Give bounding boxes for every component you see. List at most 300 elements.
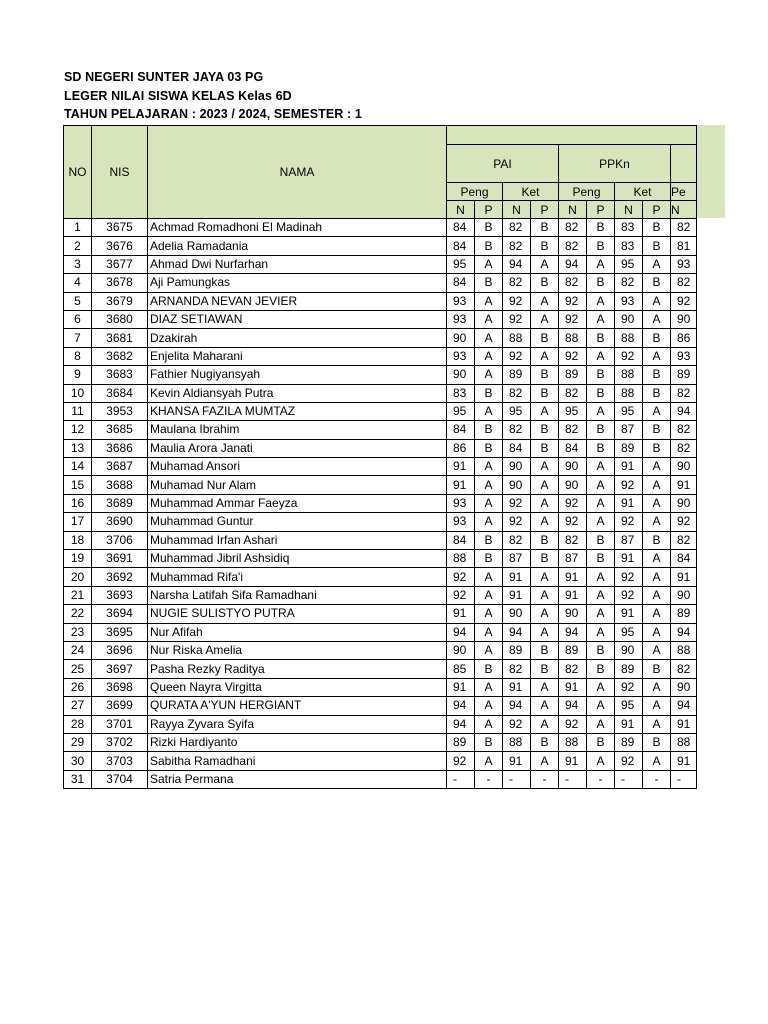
- header-overflow-fill: [697, 125, 725, 218]
- np-header-n: N: [503, 201, 531, 219]
- row-nis: 3692: [92, 568, 148, 586]
- np-header-p: P: [643, 201, 671, 219]
- table-row: [64, 402, 697, 420]
- pai-ket-p: A: [531, 623, 559, 641]
- ppkn-peng-n: 94: [559, 255, 587, 273]
- ppkn-peng-p: B: [587, 550, 615, 568]
- table-row: [64, 697, 697, 715]
- partial-n: 93: [671, 255, 697, 273]
- ppkn-peng-p: A: [587, 347, 615, 365]
- row-name: ARNANDA NEVAN JEVIER: [148, 292, 447, 310]
- row-name: Queen Nayra Virgitta: [148, 678, 447, 696]
- table-row: [64, 384, 697, 402]
- row-nis: 3685: [92, 421, 148, 439]
- ppkn-peng-p: B: [587, 219, 615, 237]
- row-no: 26: [64, 678, 92, 696]
- partial-n: 82: [671, 660, 697, 678]
- row-name: KHANSA FAZILA MUMTAZ: [148, 402, 447, 420]
- pai-peng-n: 94: [447, 623, 475, 641]
- pai-peng-p: A: [475, 715, 503, 733]
- partial-n: 88: [671, 733, 697, 751]
- pai-ket-n: 92: [503, 347, 531, 365]
- pai-peng-n: 95: [447, 402, 475, 420]
- ppkn-peng-p: -: [587, 770, 615, 788]
- table-row: [64, 439, 697, 457]
- partial-n: 90: [671, 310, 697, 328]
- ppkn-peng-n: 91: [559, 752, 587, 770]
- table-row: [64, 310, 697, 328]
- ppkn-peng-n: 82: [559, 531, 587, 549]
- np-header-n: N: [671, 201, 697, 219]
- table-row: [64, 586, 697, 604]
- ppkn-peng-p: B: [587, 384, 615, 402]
- ppkn-peng-n: 82: [559, 660, 587, 678]
- subject-group-header: [447, 126, 697, 145]
- row-name: NUGIE SULISTYO PUTRA: [148, 605, 447, 623]
- row-nis: 3686: [92, 439, 148, 457]
- pai-ket-n: 92: [503, 513, 531, 531]
- ppkn-ket-p: A: [643, 292, 671, 310]
- table-row: [64, 623, 697, 641]
- pai-peng-n: 90: [447, 329, 475, 347]
- ppkn-ket-n: 83: [615, 237, 643, 255]
- row-name: Muhammad Jibril Ashsidiq: [148, 550, 447, 568]
- ppkn-peng-p: A: [587, 605, 615, 623]
- ppkn-ket-p: A: [643, 605, 671, 623]
- pai-ket-n: 82: [503, 219, 531, 237]
- ppkn-ket-n: 92: [615, 476, 643, 494]
- pai-ket-n: 82: [503, 421, 531, 439]
- row-name: Fathier Nugiyansyah: [148, 366, 447, 384]
- ppkn-ket-p: A: [643, 623, 671, 641]
- ppkn-peng-n: 90: [559, 605, 587, 623]
- ppkn-peng-p: B: [587, 439, 615, 457]
- ppkn-ket-n: 87: [615, 531, 643, 549]
- ppkn-peng-p: A: [587, 255, 615, 273]
- type-header-peng: Peng: [447, 183, 503, 201]
- table-row: [64, 421, 697, 439]
- table-row: [64, 531, 697, 549]
- ppkn-ket-p: A: [643, 568, 671, 586]
- partial-n: 91: [671, 568, 697, 586]
- pai-ket-n: 92: [503, 292, 531, 310]
- pai-ket-p: B: [531, 550, 559, 568]
- row-nis: 3683: [92, 366, 148, 384]
- partial-n: 91: [671, 476, 697, 494]
- pai-peng-p: A: [475, 494, 503, 512]
- pai-peng-n: 95: [447, 255, 475, 273]
- partial-n: 82: [671, 274, 697, 292]
- ppkn-ket-p: B: [643, 733, 671, 751]
- partial-n: 88: [671, 641, 697, 659]
- pai-ket-p: B: [531, 531, 559, 549]
- np-header-n: N: [559, 201, 587, 219]
- row-name: Kevin Aldiansyah Putra: [148, 384, 447, 402]
- pai-peng-n: 90: [447, 641, 475, 659]
- pai-ket-p: B: [531, 237, 559, 255]
- ppkn-ket-n: 82: [615, 274, 643, 292]
- ppkn-peng-n: 92: [559, 310, 587, 328]
- ppkn-ket-n: 93: [615, 292, 643, 310]
- ppkn-peng-n: 82: [559, 384, 587, 402]
- row-name: Sabitha Ramadhani: [148, 752, 447, 770]
- row-no: 29: [64, 733, 92, 751]
- pai-peng-p: B: [475, 439, 503, 457]
- pai-ket-p: A: [531, 605, 559, 623]
- pai-ket-n: 82: [503, 660, 531, 678]
- ppkn-ket-n: 95: [615, 697, 643, 715]
- pai-peng-p: B: [475, 550, 503, 568]
- partial-n: 81: [671, 237, 697, 255]
- pai-peng-p: A: [475, 586, 503, 604]
- row-nis: 3694: [92, 605, 148, 623]
- row-nis: 3689: [92, 494, 148, 512]
- ppkn-peng-n: 84: [559, 439, 587, 457]
- ppkn-peng-n: 95: [559, 402, 587, 420]
- ppkn-ket-n: 92: [615, 513, 643, 531]
- pai-peng-n: 93: [447, 292, 475, 310]
- row-no: 16: [64, 494, 92, 512]
- ppkn-ket-p: B: [643, 531, 671, 549]
- ppkn-peng-n: 91: [559, 568, 587, 586]
- ppkn-peng-p: B: [587, 641, 615, 659]
- pai-ket-p: B: [531, 660, 559, 678]
- pai-ket-p: A: [531, 476, 559, 494]
- pai-ket-p: A: [531, 292, 559, 310]
- pai-ket-p: B: [531, 384, 559, 402]
- pai-ket-n: 92: [503, 494, 531, 512]
- row-name: Muhammad Guntur: [148, 513, 447, 531]
- ppkn-peng-p: A: [587, 678, 615, 696]
- row-no: 25: [64, 660, 92, 678]
- pai-peng-n: 94: [447, 697, 475, 715]
- row-nis: 3688: [92, 476, 148, 494]
- pai-peng-n: 91: [447, 458, 475, 476]
- row-name: Enjelita Maharani: [148, 347, 447, 365]
- row-nis: 3706: [92, 531, 148, 549]
- row-nis: 3693: [92, 586, 148, 604]
- row-nis: 3953: [92, 402, 148, 420]
- table-row: [64, 494, 697, 512]
- table-row: [64, 329, 697, 347]
- pai-ket-p: B: [531, 329, 559, 347]
- type-header-ket: Ket: [615, 183, 671, 201]
- ppkn-ket-p: B: [643, 219, 671, 237]
- pai-peng-p: A: [475, 568, 503, 586]
- pai-peng-n: 92: [447, 586, 475, 604]
- pai-ket-p: A: [531, 752, 559, 770]
- table-row: [64, 550, 697, 568]
- pai-ket-n: 82: [503, 274, 531, 292]
- pai-ket-n: -: [503, 770, 531, 788]
- partial-n: 94: [671, 623, 697, 641]
- partial-n: 92: [671, 513, 697, 531]
- row-nis: 3687: [92, 458, 148, 476]
- pai-peng-p: A: [475, 329, 503, 347]
- ppkn-ket-n: 87: [615, 421, 643, 439]
- row-no: 7: [64, 329, 92, 347]
- pai-peng-p: A: [475, 678, 503, 696]
- row-no: 1: [64, 219, 92, 237]
- partial-n: 82: [671, 439, 697, 457]
- row-no: 31: [64, 770, 92, 788]
- row-nis: 3684: [92, 384, 148, 402]
- row-nis: 3675: [92, 219, 148, 237]
- row-nis: 3698: [92, 678, 148, 696]
- ppkn-ket-n: 91: [615, 494, 643, 512]
- ppkn-ket-p: A: [643, 586, 671, 604]
- pai-peng-n: 84: [447, 219, 475, 237]
- pai-ket-p: A: [531, 255, 559, 273]
- pai-peng-p: B: [475, 274, 503, 292]
- ppkn-ket-p: A: [643, 494, 671, 512]
- pai-ket-p: B: [531, 274, 559, 292]
- row-no: 17: [64, 513, 92, 531]
- row-no: 8: [64, 347, 92, 365]
- row-nis: 3676: [92, 237, 148, 255]
- ppkn-peng-p: A: [587, 623, 615, 641]
- ppkn-peng-p: A: [587, 513, 615, 531]
- pai-peng-p: A: [475, 310, 503, 328]
- ppkn-ket-n: 91: [615, 605, 643, 623]
- pai-peng-p: A: [475, 476, 503, 494]
- np-header-p: P: [531, 201, 559, 219]
- row-name: Maulana Ibrahim: [148, 421, 447, 439]
- row-no: 19: [64, 550, 92, 568]
- ppkn-ket-n: 89: [615, 439, 643, 457]
- ppkn-ket-n: 92: [615, 586, 643, 604]
- ppkn-ket-n: 92: [615, 568, 643, 586]
- pai-ket-n: 92: [503, 310, 531, 328]
- ppkn-ket-p: A: [643, 752, 671, 770]
- row-nis: 3679: [92, 292, 148, 310]
- ppkn-ket-p: A: [643, 476, 671, 494]
- table-row: [64, 255, 697, 273]
- ppkn-ket-p: -: [643, 770, 671, 788]
- ppkn-peng-n: 92: [559, 513, 587, 531]
- ppkn-peng-n: 92: [559, 347, 587, 365]
- subject-header-pai: PAI: [447, 145, 559, 183]
- document-header: [64, 68, 362, 124]
- ppkn-ket-p: B: [643, 421, 671, 439]
- ppkn-peng-n: 90: [559, 476, 587, 494]
- pai-peng-n: 84: [447, 421, 475, 439]
- table-row: [64, 568, 697, 586]
- ppkn-ket-n: 83: [615, 219, 643, 237]
- row-no: 20: [64, 568, 92, 586]
- row-name: Muhammad Irfan Ashari: [148, 531, 447, 549]
- row-no: 11: [64, 402, 92, 420]
- pai-ket-n: 82: [503, 384, 531, 402]
- subject-header-partial: [671, 145, 697, 183]
- ppkn-peng-n: 82: [559, 219, 587, 237]
- partial-n: 84: [671, 550, 697, 568]
- pai-peng-n: 86: [447, 439, 475, 457]
- row-name: Pasha Rezky Raditya: [148, 660, 447, 678]
- pai-peng-p: A: [475, 623, 503, 641]
- ppkn-peng-n: 88: [559, 329, 587, 347]
- row-nis: 3680: [92, 310, 148, 328]
- row-name: Adelia Ramadania: [148, 237, 447, 255]
- pai-ket-p: A: [531, 402, 559, 420]
- pai-peng-n: 84: [447, 274, 475, 292]
- pai-ket-p: A: [531, 715, 559, 733]
- row-no: 30: [64, 752, 92, 770]
- pai-ket-n: 92: [503, 715, 531, 733]
- table-row: [64, 219, 697, 237]
- partial-n: -: [671, 770, 697, 788]
- pai-peng-n: 93: [447, 310, 475, 328]
- ppkn-peng-n: 88: [559, 733, 587, 751]
- pai-ket-p: B: [531, 641, 559, 659]
- ppkn-ket-n: 90: [615, 641, 643, 659]
- row-nis: 3703: [92, 752, 148, 770]
- pai-peng-p: A: [475, 255, 503, 273]
- pai-peng-p: A: [475, 752, 503, 770]
- row-no: 27: [64, 697, 92, 715]
- pai-peng-p: A: [475, 347, 503, 365]
- academic-year: TAHUN PELAJARAN : 2023 / 2024, SEMESTER : 1: [64, 107, 362, 121]
- ppkn-peng-p: B: [587, 733, 615, 751]
- pai-peng-p: B: [475, 219, 503, 237]
- ppkn-ket-p: B: [643, 329, 671, 347]
- row-name: Achmad Romadhoni El Madinah: [148, 219, 447, 237]
- pai-peng-p: B: [475, 733, 503, 751]
- row-no: 13: [64, 439, 92, 457]
- row-name: Nur Riska Amelia: [148, 641, 447, 659]
- pai-ket-p: A: [531, 568, 559, 586]
- ppkn-peng-p: A: [587, 292, 615, 310]
- table-row: [64, 513, 697, 531]
- pai-peng-n: 92: [447, 752, 475, 770]
- partial-n: 90: [671, 586, 697, 604]
- pai-peng-n: 91: [447, 678, 475, 696]
- row-nis: 3678: [92, 274, 148, 292]
- row-name: Aji Pamungkas: [148, 274, 447, 292]
- pai-peng-p: B: [475, 384, 503, 402]
- row-name: Rayya Zyvara Syifa: [148, 715, 447, 733]
- pai-ket-p: A: [531, 494, 559, 512]
- ppkn-peng-n: 92: [559, 715, 587, 733]
- row-no: 3: [64, 255, 92, 273]
- partial-n: 89: [671, 605, 697, 623]
- table-row: [64, 641, 697, 659]
- pai-ket-n: 94: [503, 697, 531, 715]
- row-name: Muhamad Nur Alam: [148, 476, 447, 494]
- ppkn-peng-n: 91: [559, 678, 587, 696]
- ppkn-ket-p: A: [643, 513, 671, 531]
- pai-ket-n: 95: [503, 402, 531, 420]
- ppkn-ket-p: A: [643, 458, 671, 476]
- row-nis: 3697: [92, 660, 148, 678]
- partial-n: 90: [671, 678, 697, 696]
- pai-ket-n: 89: [503, 641, 531, 659]
- pai-peng-p: -: [475, 770, 503, 788]
- row-no: 24: [64, 641, 92, 659]
- row-name: Satria Permana: [148, 770, 447, 788]
- header-row-top: [64, 126, 697, 145]
- ppkn-ket-n: 91: [615, 458, 643, 476]
- pai-peng-n: 88: [447, 550, 475, 568]
- partial-n: 94: [671, 402, 697, 420]
- ppkn-peng-n: 92: [559, 494, 587, 512]
- ppkn-peng-p: A: [587, 494, 615, 512]
- pai-peng-n: 91: [447, 476, 475, 494]
- ppkn-ket-n: 92: [615, 752, 643, 770]
- ppkn-peng-n: 94: [559, 697, 587, 715]
- partial-n: 82: [671, 421, 697, 439]
- ppkn-ket-n: 89: [615, 733, 643, 751]
- pai-ket-p: B: [531, 366, 559, 384]
- partial-n: 86: [671, 329, 697, 347]
- table-row: [64, 605, 697, 623]
- pai-peng-n: 91: [447, 605, 475, 623]
- pai-ket-n: 90: [503, 605, 531, 623]
- row-nis: 3699: [92, 697, 148, 715]
- pai-peng-p: A: [475, 366, 503, 384]
- ppkn-peng-n: 91: [559, 586, 587, 604]
- row-no: 22: [64, 605, 92, 623]
- ppkn-peng-p: B: [587, 329, 615, 347]
- ppkn-ket-p: A: [643, 255, 671, 273]
- ppkn-ket-n: 91: [615, 550, 643, 568]
- ppkn-ket-p: B: [643, 366, 671, 384]
- type-header-peng: Peng: [559, 183, 615, 201]
- ppkn-peng-p: A: [587, 476, 615, 494]
- row-name: QURATA A'YUN HERGIANT: [148, 697, 447, 715]
- table-row: [64, 347, 697, 365]
- partial-n: 82: [671, 531, 697, 549]
- pai-peng-p: A: [475, 605, 503, 623]
- ppkn-ket-p: A: [643, 697, 671, 715]
- partial-n: 90: [671, 458, 697, 476]
- ppkn-ket-n: 88: [615, 329, 643, 347]
- ppkn-ket-p: B: [643, 660, 671, 678]
- pai-ket-n: 91: [503, 568, 531, 586]
- partial-n: 82: [671, 219, 697, 237]
- table-row: [64, 770, 697, 788]
- ppkn-peng-n: 92: [559, 292, 587, 310]
- ppkn-ket-n: 95: [615, 402, 643, 420]
- ppkn-peng-p: B: [587, 274, 615, 292]
- row-no: 21: [64, 586, 92, 604]
- ppkn-peng-p: A: [587, 586, 615, 604]
- ppkn-ket-p: A: [643, 678, 671, 696]
- pai-peng-n: 94: [447, 715, 475, 733]
- ppkn-peng-n: 89: [559, 366, 587, 384]
- row-nis: 3690: [92, 513, 148, 531]
- ppkn-peng-p: A: [587, 458, 615, 476]
- partial-n: 93: [671, 347, 697, 365]
- type-header-partial: Pe: [671, 183, 697, 201]
- pai-peng-p: B: [475, 237, 503, 255]
- row-name: Muhammad Rifa'i: [148, 568, 447, 586]
- pai-peng-p: A: [475, 292, 503, 310]
- pai-peng-p: A: [475, 513, 503, 531]
- row-no: 23: [64, 623, 92, 641]
- ppkn-ket-p: B: [643, 439, 671, 457]
- ppkn-peng-n: 82: [559, 274, 587, 292]
- ppkn-ket-p: B: [643, 237, 671, 255]
- ppkn-peng-n: 82: [559, 421, 587, 439]
- pai-ket-p: A: [531, 347, 559, 365]
- ppkn-ket-p: A: [643, 715, 671, 733]
- table-row: [64, 678, 697, 696]
- row-no: 4: [64, 274, 92, 292]
- ppkn-ket-n: 91: [615, 715, 643, 733]
- pai-ket-p: B: [531, 421, 559, 439]
- row-nis: 3702: [92, 733, 148, 751]
